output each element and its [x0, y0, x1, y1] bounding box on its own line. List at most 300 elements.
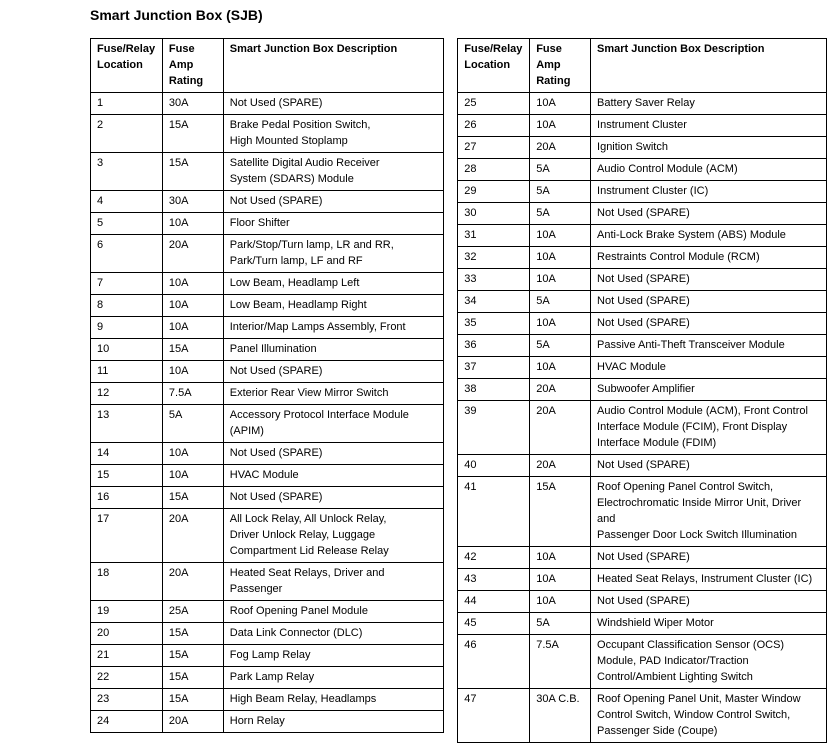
page-title: Smart Junction Box (SJB): [90, 7, 263, 23]
fuse-location: [458, 689, 530, 743]
fuse-location: [91, 213, 163, 235]
fuse-amp-rating: [162, 689, 223, 711]
col-header-location: [91, 39, 163, 93]
text-line: 33: [464, 273, 477, 285]
fuse-description: [591, 115, 827, 137]
fuse-row: [91, 115, 444, 153]
text-line: 10A: [536, 317, 556, 329]
text-line: 23: [97, 693, 110, 705]
fuse-description: [591, 137, 827, 159]
fuse-amp-rating: [162, 115, 223, 153]
text-line: 10A: [168, 365, 189, 377]
fuse-row: [458, 401, 827, 455]
text-line: 20: [97, 627, 110, 639]
text-line: All Lock Relay, All Unlock Relay,: [229, 513, 387, 525]
text-line: Roof Opening Panel Module: [229, 605, 368, 617]
text-line: Not Used (SPARE): [597, 295, 690, 307]
fuse-row: [458, 203, 827, 225]
text-line: 4: [97, 195, 104, 207]
fuse-description: [591, 379, 827, 401]
fuse-location: [91, 563, 163, 601]
fuse-location: [91, 361, 163, 383]
text-line: 30A: [168, 195, 189, 207]
fuse-description: [591, 247, 827, 269]
text-line: 11: [97, 365, 109, 377]
text-line: 16: [97, 491, 110, 503]
col-header-description: [591, 39, 827, 93]
fuse-amp-rating: [162, 383, 223, 405]
fuse-amp-rating: [530, 159, 591, 181]
fuse-location: [458, 115, 530, 137]
fuse-row: [458, 569, 827, 591]
fuse-location: [91, 339, 163, 361]
fuse-location: [91, 317, 163, 339]
text-line: 10A: [536, 273, 556, 285]
text-line: Not Used (SPARE): [229, 195, 323, 207]
fuse-description: [591, 93, 827, 115]
fuse-amp-rating: [162, 191, 223, 213]
fuse-table-right: [457, 38, 827, 743]
text-line: 19: [97, 605, 110, 617]
text-line: 41: [464, 481, 477, 493]
fuse-location: [458, 455, 530, 477]
fuse-description: [591, 591, 827, 613]
fuse-row: [91, 443, 444, 465]
fuse-amp-rating: [162, 645, 223, 667]
fuse-row: [458, 335, 827, 357]
col-header-rating: [530, 39, 591, 93]
text-line: 2: [97, 119, 104, 131]
text-line: Passenger Door Lock Switch Illumination: [597, 529, 797, 541]
fuse-location: [458, 247, 530, 269]
fuse-description: [223, 443, 444, 465]
fuse-amp-rating: [162, 405, 223, 443]
fuse-location: [91, 405, 163, 443]
text-line: 20A: [168, 567, 189, 579]
text-line: 15A: [168, 343, 189, 355]
text-line: Anti-Lock Brake System (ABS) Module: [597, 229, 786, 241]
text-line: 37: [464, 361, 477, 373]
text-line: 10A: [536, 119, 556, 131]
fuse-location: [458, 203, 530, 225]
fuse-location: [458, 159, 530, 181]
fuse-amp-rating: [162, 273, 223, 295]
text-line: Not Used (SPARE): [597, 273, 690, 285]
text-line: 10A: [168, 469, 189, 481]
fuse-location: [458, 181, 530, 203]
fuse-location: [91, 645, 163, 667]
fuse-location: [458, 313, 530, 335]
fuse-amp-rating: [162, 601, 223, 623]
fuse-description: [591, 569, 827, 591]
fuse-description: [223, 465, 444, 487]
col-header-location: [458, 39, 530, 93]
fuse-tables-container: [90, 38, 827, 743]
text-line: Not Used (SPARE): [597, 317, 690, 329]
header-line: Smart Junction Box Description: [597, 43, 765, 55]
fuse-description: [223, 645, 444, 667]
text-line: Audio Control Module (ACM): [597, 163, 738, 175]
fuse-row: [458, 291, 827, 313]
text-line: Not Used (SPARE): [229, 365, 323, 377]
fuse-row: [458, 269, 827, 291]
fuse-amp-rating: [530, 93, 591, 115]
text-line: 5: [97, 217, 104, 229]
fuse-amp-rating: [162, 93, 223, 115]
header-row: [458, 39, 827, 93]
fuse-row: [458, 635, 827, 689]
text-line: 12: [97, 387, 110, 399]
fuse-amp-rating: [162, 711, 223, 733]
fuse-location: [91, 191, 163, 213]
text-line: Control Switch, Window Control Switch,: [597, 709, 791, 721]
text-line: 20A: [536, 459, 556, 471]
fuse-location: [91, 667, 163, 689]
fuse-row: [91, 361, 444, 383]
fuse-row: [458, 547, 827, 569]
text-line: 15A: [168, 491, 189, 503]
text-line: Accessory Protocol Interface Module (APIM): [229, 409, 409, 437]
fuse-description: [223, 191, 444, 213]
fuse-description: [223, 509, 444, 563]
text-line: Audio Control Module (ACM), Front Control: [597, 405, 808, 417]
text-line: Driver Unlock Relay, Luggage: [229, 529, 376, 541]
text-line: 39: [464, 405, 477, 417]
fuse-row: [458, 357, 827, 379]
fuse-amp-rating: [530, 455, 591, 477]
fuse-table-left: [90, 38, 444, 733]
text-line: Passive Anti-Theft Transceiver Module: [597, 339, 785, 351]
text-line: Windshield Wiper Motor: [597, 617, 714, 629]
header-line: Fuse Amp: [168, 43, 195, 71]
fuse-location: [91, 383, 163, 405]
fuse-description: [591, 291, 827, 313]
text-line: 6: [97, 239, 104, 251]
text-line: 10A: [536, 595, 556, 607]
text-line: 10A: [168, 321, 189, 333]
fuse-amp-rating: [162, 563, 223, 601]
fuse-row: [458, 247, 827, 269]
fuse-location: [458, 613, 530, 635]
text-line: Interior/Map Lamps Assembly, Front: [229, 321, 406, 333]
text-line: 10A: [536, 97, 556, 109]
fuse-row: [458, 181, 827, 203]
fuse-row: [458, 93, 827, 115]
fuse-location: [91, 689, 163, 711]
fuse-amp-rating: [162, 295, 223, 317]
text-line: HVAC Module: [229, 469, 299, 481]
fuse-description: [223, 689, 444, 711]
fuse-location: [91, 273, 163, 295]
fuse-description: [591, 225, 827, 247]
fuse-row: [91, 383, 444, 405]
fuse-description: [223, 711, 444, 733]
text-line: Roof Opening Panel Unit, Master Window: [597, 693, 801, 705]
text-line: 15A: [168, 157, 189, 169]
text-line: 28: [464, 163, 477, 175]
fuse-amp-rating: [530, 335, 591, 357]
text-line: 5A: [536, 185, 550, 197]
text-line: Exterior Rear View Mirror Switch: [229, 387, 389, 399]
text-line: 5A: [536, 295, 550, 307]
text-line: Not Used (SPARE): [597, 459, 690, 471]
header-line: Rating: [536, 75, 571, 87]
text-line: 30: [464, 207, 477, 219]
fuse-amp-rating: [162, 213, 223, 235]
fuse-amp-rating: [162, 153, 223, 191]
fuse-amp-rating: [530, 613, 591, 635]
text-line: 31: [464, 229, 477, 241]
text-line: 15A: [536, 481, 556, 493]
header-line: Smart Junction Box Description: [229, 43, 398, 55]
fuse-row: [91, 711, 444, 733]
text-line: 29: [464, 185, 477, 197]
fuse-amp-rating: [530, 203, 591, 225]
text-line: System (SDARS) Module: [229, 173, 354, 185]
fuse-description: [591, 401, 827, 455]
fuse-amp-rating: [530, 547, 591, 569]
fuse-description: [223, 295, 444, 317]
text-line: Module, PAD Indicator/Traction: [597, 655, 749, 667]
fuse-description: [223, 667, 444, 689]
text-line: Not Used (SPARE): [229, 491, 323, 503]
fuse-location: [91, 711, 163, 733]
header-line: Location: [464, 59, 511, 71]
text-line: Instrument Cluster (IC): [597, 185, 709, 197]
fuse-amp-rating: [530, 115, 591, 137]
fuse-amp-rating: [530, 635, 591, 689]
fuse-location: [458, 335, 530, 357]
header-line: Rating: [168, 75, 204, 87]
fuse-row: [91, 295, 444, 317]
text-line: Floor Shifter: [229, 217, 290, 229]
text-line: 5A: [536, 617, 550, 629]
fuse-amp-rating: [530, 291, 591, 313]
fuse-row: [91, 213, 444, 235]
fuse-location: [458, 379, 530, 401]
text-line: Heated Seat Relays, Instrument Cluster (IC): [597, 573, 813, 585]
fuse-row: [91, 487, 444, 509]
fuse-description: [223, 361, 444, 383]
fuse-amp-rating: [162, 361, 223, 383]
text-line: 18: [97, 567, 110, 579]
fuse-description: [223, 601, 444, 623]
fuse-row: [91, 465, 444, 487]
fuse-description: [591, 635, 827, 689]
fuse-location: [458, 93, 530, 115]
text-line: 3: [97, 157, 104, 169]
fuse-location: [91, 509, 163, 563]
text-line: High Beam Relay, Headlamps: [229, 693, 377, 705]
header-line: Location: [97, 59, 143, 71]
fuse-description: [591, 313, 827, 335]
text-line: 32: [464, 251, 477, 263]
text-line: 10A: [536, 251, 556, 263]
fuse-description: [223, 115, 444, 153]
text-line: 20A: [168, 239, 189, 251]
text-line: 15A: [168, 627, 189, 639]
text-line: 38: [464, 383, 477, 395]
fuse-row: [91, 273, 444, 295]
text-line: HVAC Module: [597, 361, 666, 373]
fuse-row: [91, 667, 444, 689]
text-line: 35: [464, 317, 477, 329]
text-line: 25A: [168, 605, 189, 617]
text-line: Interface Module (FCIM), Front Display: [597, 421, 788, 433]
header-line: Fuse/Relay: [464, 43, 523, 55]
text-line: Brake Pedal Position Switch,: [229, 119, 371, 131]
text-line: 26: [464, 119, 477, 131]
fuse-description: [591, 689, 827, 743]
fuse-row: [91, 339, 444, 361]
text-line: Control/Ambient Lighting Switch: [597, 671, 753, 683]
fuse-location: [91, 115, 163, 153]
text-line: Roof Opening Panel Control Switch,: [597, 481, 774, 493]
fuse-amp-rating: [530, 313, 591, 335]
text-line: Park/Turn lamp, LF and RF: [229, 255, 363, 267]
fuse-amp-rating: [162, 487, 223, 509]
text-line: 20A: [536, 405, 556, 417]
text-line: 10A: [168, 217, 189, 229]
fuse-row: [458, 225, 827, 247]
fuse-description: [591, 335, 827, 357]
fuse-description: [223, 487, 444, 509]
fuse-description: [591, 269, 827, 291]
fuse-amp-rating: [162, 443, 223, 465]
text-line: 24: [97, 715, 110, 727]
fuse-location: [91, 487, 163, 509]
text-line: 40: [464, 459, 477, 471]
fuse-amp-rating: [530, 569, 591, 591]
fuse-row: [458, 115, 827, 137]
text-line: Not Used (SPARE): [229, 447, 323, 459]
text-line: 10A: [168, 277, 189, 289]
text-line: Instrument Cluster: [597, 119, 687, 131]
fuse-amp-rating: [530, 225, 591, 247]
fuse-row: [458, 689, 827, 743]
fuse-row: [458, 379, 827, 401]
fuse-description: [223, 317, 444, 339]
fuse-row: [91, 563, 444, 601]
fuse-amp-rating: [162, 339, 223, 361]
fuse-description: [223, 405, 444, 443]
fuse-description: [591, 203, 827, 225]
text-line: Park/Stop/Turn lamp, LR and RR,: [229, 239, 394, 251]
text-line: 10A: [536, 551, 556, 563]
fuse-row: [458, 137, 827, 159]
text-line: 27: [464, 141, 477, 153]
fuse-amp-rating: [530, 137, 591, 159]
fuse-description: [591, 159, 827, 181]
text-line: 5A: [536, 339, 550, 351]
fuse-row: [458, 591, 827, 613]
text-line: 5A: [536, 163, 550, 175]
text-line: High Mounted Stoplamp: [229, 135, 348, 147]
fuse-row: [91, 191, 444, 213]
text-line: Subwoofer Amplifier: [597, 383, 695, 395]
text-line: Not Used (SPARE): [597, 595, 690, 607]
text-line: 43: [464, 573, 477, 585]
table-header-left: [91, 39, 444, 93]
text-line: 10A: [536, 229, 556, 241]
fuse-description: [223, 563, 444, 601]
text-line: Not Used (SPARE): [597, 551, 690, 563]
fuse-amp-rating: [162, 509, 223, 563]
fuse-row: [91, 153, 444, 191]
fuse-description: [223, 213, 444, 235]
text-line: 34: [464, 295, 477, 307]
fuse-location: [91, 465, 163, 487]
text-line: 13: [97, 409, 110, 421]
fuse-amp-rating: [530, 181, 591, 203]
text-line: 44: [464, 595, 477, 607]
text-line: 17: [97, 513, 110, 525]
text-line: 25: [464, 97, 477, 109]
header-row: [91, 39, 444, 93]
text-line: Battery Saver Relay: [597, 97, 695, 109]
text-line: Restraints Control Module (RCM): [597, 251, 760, 263]
col-header-description: [223, 39, 444, 93]
fuse-location: [91, 623, 163, 645]
text-line: Occupant Classification Sensor (OCS): [597, 639, 785, 651]
fuse-amp-rating: [530, 477, 591, 547]
fuse-amp-rating: [530, 401, 591, 455]
fuse-row: [458, 613, 827, 635]
fuse-location: [91, 153, 163, 191]
text-line: Fog Lamp Relay: [229, 649, 311, 661]
fuse-description: [591, 357, 827, 379]
text-line: 10A: [536, 361, 556, 373]
text-line: Satellite Digital Audio Receiver: [229, 157, 380, 169]
text-line: Heated Seat Relays, Driver and Passenger: [229, 567, 385, 595]
table-header-right: [458, 39, 827, 93]
fuse-location: [91, 295, 163, 317]
fuse-location: [458, 401, 530, 455]
text-line: Electrochromatic Inside Mirror Unit, Driver and: [597, 497, 802, 525]
fuse-amp-rating: [530, 269, 591, 291]
text-line: 20A: [536, 383, 556, 395]
text-line: 30A: [168, 97, 189, 109]
text-line: 15: [97, 469, 110, 481]
fuse-amp-rating: [530, 379, 591, 401]
text-line: Compartment Lid Release Relay: [229, 545, 389, 557]
fuse-location: [458, 137, 530, 159]
fuse-description: [591, 477, 827, 547]
fuse-row: [91, 405, 444, 443]
text-line: Passenger Side (Coupe): [597, 725, 718, 737]
fuse-description: [223, 93, 444, 115]
fuse-location: [458, 635, 530, 689]
fuse-location: [458, 591, 530, 613]
text-line: 47: [464, 693, 477, 705]
fuse-location: [458, 547, 530, 569]
fuse-amp-rating: [162, 667, 223, 689]
text-line: 1: [97, 97, 104, 109]
text-line: Panel Illumination: [229, 343, 317, 355]
fuse-table-right-body: [458, 93, 827, 743]
fuse-amp-rating: [530, 689, 591, 743]
text-line: 7: [97, 277, 104, 289]
fuse-description: [223, 235, 444, 273]
fuse-amp-rating: [162, 623, 223, 645]
text-line: 36: [464, 339, 477, 351]
fuse-amp-rating: [530, 247, 591, 269]
text-line: 21: [97, 649, 110, 661]
fuse-row: [458, 159, 827, 181]
fuse-row: [91, 93, 444, 115]
fuse-location: [458, 225, 530, 247]
text-line: Park Lamp Relay: [229, 671, 315, 683]
